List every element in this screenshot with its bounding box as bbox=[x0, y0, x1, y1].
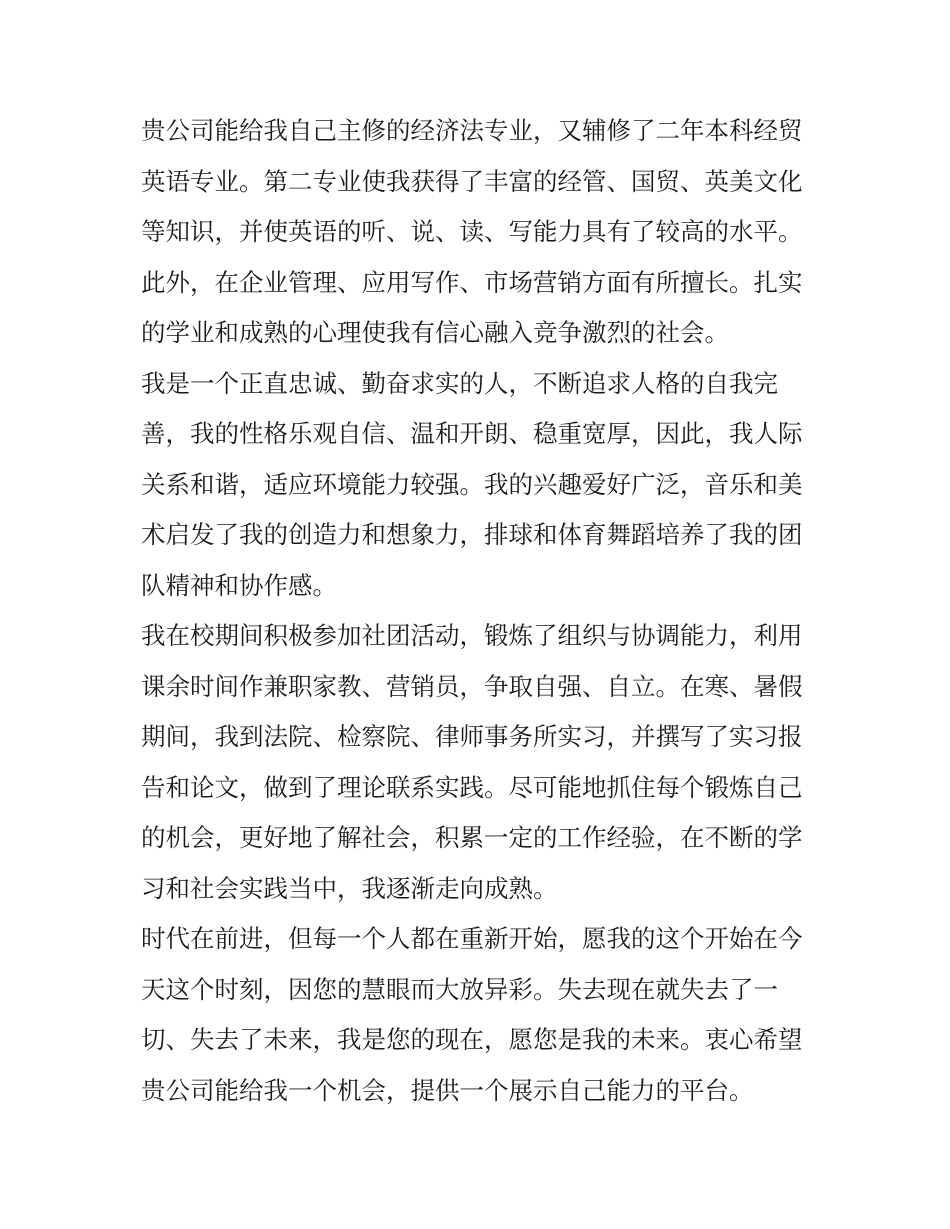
text-line: 的机会，更好地了解社会，积累一定的工作经验，在不断的学 bbox=[141, 823, 803, 852]
text-line: 天这个时刻，因您的慧眼而大放异彩。失去现在就失去了一 bbox=[141, 974, 778, 1004]
document-body bbox=[141, 106, 813, 1116]
text-line: 此外，在企业管理、应用写作、市场营销方面有所擅长。扎实 bbox=[141, 267, 803, 297]
text-line: 切、失去了未来，我是您的现在，愿您是我的未来。衷心希望 bbox=[141, 1025, 803, 1054]
text-line: 习和社会实践当中，我逐渐走向成熟。 bbox=[141, 873, 558, 903]
text-line: 期间，我到法院、检察院、律师事务所实习，并撰写了实习报 bbox=[141, 722, 803, 751]
text-line: 贵公司能给我一个机会，提供一个展示自己能力的平台。 bbox=[141, 1075, 754, 1105]
text-line: 我在校期间积极参加社团活动，锻炼了组织与协调能力，利用 bbox=[141, 621, 803, 650]
text-line: 术启发了我的创造力和想象力，排球和体育舞蹈培养了我的团 bbox=[141, 520, 803, 549]
text-line: 队精神和协作感。 bbox=[141, 570, 337, 600]
text-line: 英语专业。第二专业使我获得了丰富的经管、国贸、英美文化 bbox=[141, 166, 803, 196]
text-line: 告和论文，做到了理论联系实践。尽可能地抓住每个锻炼自己 bbox=[141, 772, 803, 802]
text-line: 时代在前进，但每一个人都在重新开始，愿我的这个开始在今 bbox=[141, 924, 803, 953]
text-line: 课余时间作兼职家教、营销员，争取自强、自立。在寒、暑假 bbox=[141, 671, 803, 701]
text-line: 等知识，并使英语的听、说、读、写能力具有了较高的水平。 bbox=[141, 217, 803, 246]
text-line: 关系和谐，适应环境能力较强。我的兴趣爱好广泛，音乐和美 bbox=[141, 469, 803, 499]
text-line: 善，我的性格乐观自信、温和开朗、稳重宽厚，因此，我人际 bbox=[141, 419, 803, 448]
text-line: 的学业和成熟的心理使我有信心融入竞争激烈的社会。 bbox=[141, 318, 729, 347]
text-line: 我是一个正直忠诚、勤奋求实的人，不断追求人格的自我完 bbox=[141, 368, 778, 398]
text-line: 贵公司能给我自己主修的经济法专业，又辅修了二年本科经贸 bbox=[141, 116, 803, 145]
